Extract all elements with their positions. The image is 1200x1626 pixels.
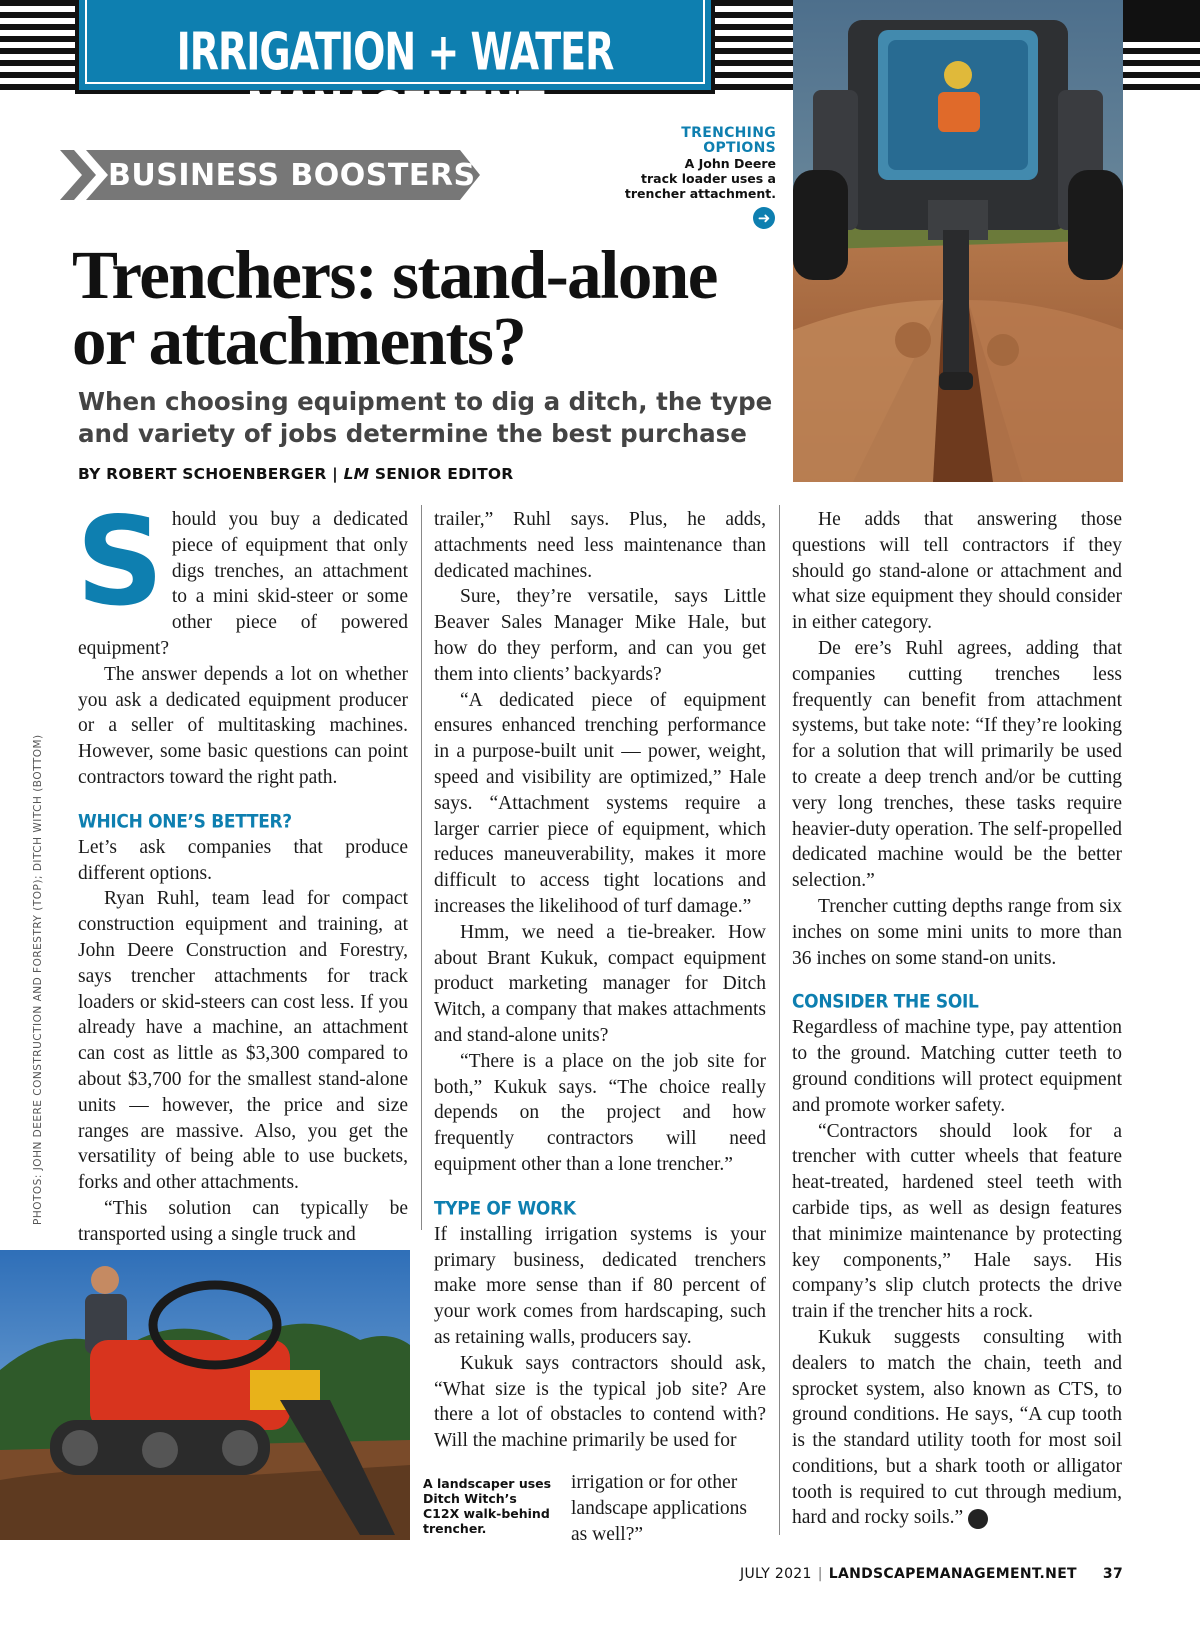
paragraph: Kukuk suggests consulting with dealers to match the chain, teeth and sprocket system, also known as CTS, to ground conditions. He says, “A cup tooth is the standard utility tooth for most soil conditions, but a shark tooth or alligator tooth is required to cut through medium, hard and rocky soils.” LM bbox=[792, 1326, 1122, 1529]
paragraph: “This solution can typically be transported using a single truck and bbox=[78, 1197, 408, 1245]
photo-caption-top bbox=[600, 126, 776, 201]
paragraph: Let’s ask companies that produce different options. bbox=[78, 836, 408, 884]
caption-body: A John Deere track loader uses a trencher attachment. bbox=[624, 156, 776, 201]
section-banner-title: IRRIGATION + WATER MANAGEMENT bbox=[176, 22, 614, 141]
paragraph: hould you buy a dedicated piece of equipment that only digs trenches, an attachment to a mini skid-steer or some other piece of powered equipment? bbox=[78, 509, 408, 659]
caption-heading: TRENCHING OPTIONS bbox=[681, 125, 776, 156]
article-column-2 bbox=[434, 507, 766, 1454]
byline: BY ROBERT SCHOENBERGER | LM SENIOR EDITOR bbox=[78, 465, 514, 483]
paragraph: Ryan Ruhl, team lead for compact construction equipment and training, at John Deere Construction and Forestry, says trencher attachments for track loaders or skid-steers can cost less. If you already have a machine, an attachment can cost as little as $3,300 compared to about $3,700 for the smallest stand-alone units — however, the price and size ranges are massive. Also, you get the versatility of being able to use buckets, forks and other attachments. bbox=[78, 888, 408, 1194]
photo-credit: PHOTOS: JOHN DEERE CONSTRUCTION AND FORESTRY (TOP); DITCH WITCH (BOTTOM) bbox=[32, 734, 44, 1225]
paragraph: “Contractors should look for a trencher with cutter wheels that feature heat-treated, hardened steel teeth with carbide tips, as well as design features that minimize maintenance by protecting key components,” Hale says. His company’s slip clutch protects the drive train if the trencher hits a rock. bbox=[792, 1120, 1122, 1323]
paragraph: Regardless of machine type, pay attention to the ground. Matching cutter teeth to ground conditions will protect equipment and promote worker safety. bbox=[792, 1017, 1122, 1116]
column-rule bbox=[779, 505, 780, 1535]
paragraph: Sure, they’re versatile, says Little Beaver Sales Manager Mike Hale, but how do they perform, and can you get them into clients’ backyards? bbox=[434, 586, 766, 685]
photo-walk-behind-trencher bbox=[0, 1250, 410, 1540]
page-number: 37 bbox=[1102, 1566, 1123, 1582]
drop-cap: S bbox=[76, 491, 164, 633]
site-name: LANDSCAPEMANAGEMENT.NET bbox=[828, 1566, 1077, 1582]
photo-caption-bottom: A landscaper uses Ditch Witch’s C12X walk-behind trencher. bbox=[423, 1476, 552, 1536]
article-headline: Trenchers: stand-alone or attachments? bbox=[72, 237, 717, 379]
section-banner bbox=[75, 0, 715, 141]
issue-date: JULY 2021 bbox=[740, 1566, 812, 1582]
paragraph: Hmm, we need a tie-breaker. How about Brant Kukuk, compact equipment product marketing manager for Ditch Witch, a company that makes attachments and stand-alone units? bbox=[434, 921, 766, 1046]
paragraph: Kukuk says contractors should ask, “What size is the typical job site? Are there a lot of obstacles to contend with? Will the machine primarily be used for bbox=[434, 1352, 766, 1452]
paragraph: Trencher cutting depths range from six inches on some mini units to more than 36 inches on some stand-on units. bbox=[792, 895, 1122, 969]
subhead-consider-the-soil: CONSIDER THE SOIL bbox=[792, 991, 979, 1014]
paragraph: irrigation or for other landscape applications as well?” bbox=[571, 1472, 747, 1545]
lm-endmark-icon: LM bbox=[968, 1509, 988, 1529]
paragraph: “There is a place on the job site for both,” Kukuk says. “The choice really depends on the project and how frequently contractors will need equipment other than a lone trencher.” bbox=[434, 1050, 766, 1175]
kicker-business-boosters bbox=[60, 150, 480, 200]
article-column-2-tail bbox=[571, 1470, 766, 1547]
page-footer: JULY 2021 | LANDSCAPEMANAGEMENT.NET 37 bbox=[740, 1566, 1123, 1582]
paragraph: The answer depends a lot on whether you ask a dedicated equipment producer or a seller of multitasking machines. However, some basic questions can point contractors toward the right path. bbox=[78, 663, 408, 788]
photo-track-loader-trencher bbox=[793, 0, 1123, 482]
subhead-which-ones-better: WHICH ONE’S BETTER? bbox=[78, 810, 292, 833]
subhead-type-of-work: TYPE OF WORK bbox=[434, 1197, 576, 1220]
paragraph: trailer,” Ruhl says. Plus, he adds, attachments need less maintenance than dedicated machines. bbox=[434, 509, 766, 582]
paragraph: If installing irrigation systems is your primary business, dedicated trenchers make more sense than if 80 percent of your work comes from hardscaping, such as retaining walls, producers say. bbox=[434, 1223, 766, 1348]
paragraph: He adds that answering those questions will tell contractors if they should go stand-alone or attachment and what size equipment they should consider in either category. bbox=[792, 509, 1122, 634]
paragraph: De ere’s Ruhl agrees, adding that companies cutting trenches less frequently can benefit from attachment systems, but take note: “If they’re looking for a solution that will primarily be used to create a deep trench and/or be cutting very long trenches, these tasks require heavier-duty operation. The self-propelled dedicated machine would be the better selection.” bbox=[792, 637, 1122, 892]
kicker-label: BUSINESS BOOSTERS bbox=[108, 158, 476, 193]
arrow-right-circle-icon: ➜ bbox=[753, 207, 775, 229]
article-deck: When choosing equipment to dig a ditch, the type and variety of jobs determine the best purchase bbox=[78, 387, 773, 448]
article-column-1 bbox=[76, 491, 408, 1248]
column-rule bbox=[421, 505, 422, 1230]
article-column-3 bbox=[792, 507, 1122, 1531]
paragraph: “A dedicated piece of equipment ensures enhanced trenching performance in a purpose-built unit — power, weight, speed and visibility are optimized,” Hale says. “Attachment systems require a larger carrier piece of equipment, which reduces maneuverability, makes it more difficult to access tight locations and increases the likelihood of turf damage.” bbox=[434, 689, 766, 917]
